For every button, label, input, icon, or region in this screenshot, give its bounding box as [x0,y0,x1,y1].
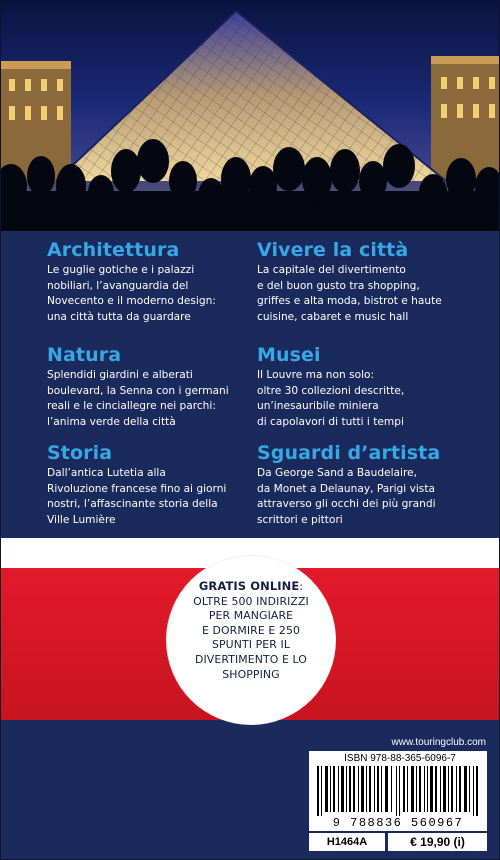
price-label: € 19,90 (i) [388,833,487,851]
promo-text [177,579,325,682]
section-title: Sguardi d’artista [257,442,441,464]
section-architettura [47,239,262,326]
section-musei [257,344,472,431]
section-title: Musei [257,344,321,366]
section-storia [47,442,262,529]
section-body: Le guglie gotiche e i palazzi nobiliari, l’avanguardia del Novecento e il moderno design: una città tutta da guardare [47,264,216,324]
barcode-icon [317,766,479,816]
section-title: Architettura [47,239,180,261]
section-natura [47,344,262,431]
section-body: Dall’antica Lutetia alla Rivoluzione francese fino ai giorni nostri, l’affascinante storia della Ville Lumière [47,467,227,527]
product-code: H1464A [309,833,385,851]
promo-lead: GRATIS ONLINE [198,579,300,593]
promo-colon: : [299,580,304,593]
section-title: Storia [47,442,113,464]
section-title: Natura [47,344,122,366]
section-sguardi-d-artista [257,442,472,529]
louvre-pyramid-photo [1,1,500,231]
website-url: www.touringclub.com [391,737,486,748]
section-vivere-la-citta [257,239,472,326]
section-title: Vivere la città [257,239,409,261]
ean-number: 9 788836 560967 [332,816,464,830]
section-body: Il Louvre ma non solo: oltre 30 collezioni descritte, un’inesauribile miniera di capolavori di tutti i tempi [257,369,405,429]
section-body: Da George Sand a Baudelaire, da Monet a Delaunay, Parigi vista attraverso gli occhi dei più grandi scrittori e pittori [257,467,436,527]
section-body: La capitale del divertimento e del buon gusto tra shopping, griffes e alta moda, bistrot e haute cuisine, cabaret e music hall [257,264,442,324]
isbn-label: ISBN 978-88-365-6096-7 [344,753,456,764]
section-body: Splendidi giardini e alberati boulevard, la Senna con i germani reali e le cinciallegre nei parchi: l’anima verde della città [47,369,229,429]
promo-body: OLTRE 500 INDIRIZZI PER MANGIARE E DORMIRE E 250 SPUNTI PER IL DIVERTIMENTO E LO SHOPPING [193,594,309,681]
